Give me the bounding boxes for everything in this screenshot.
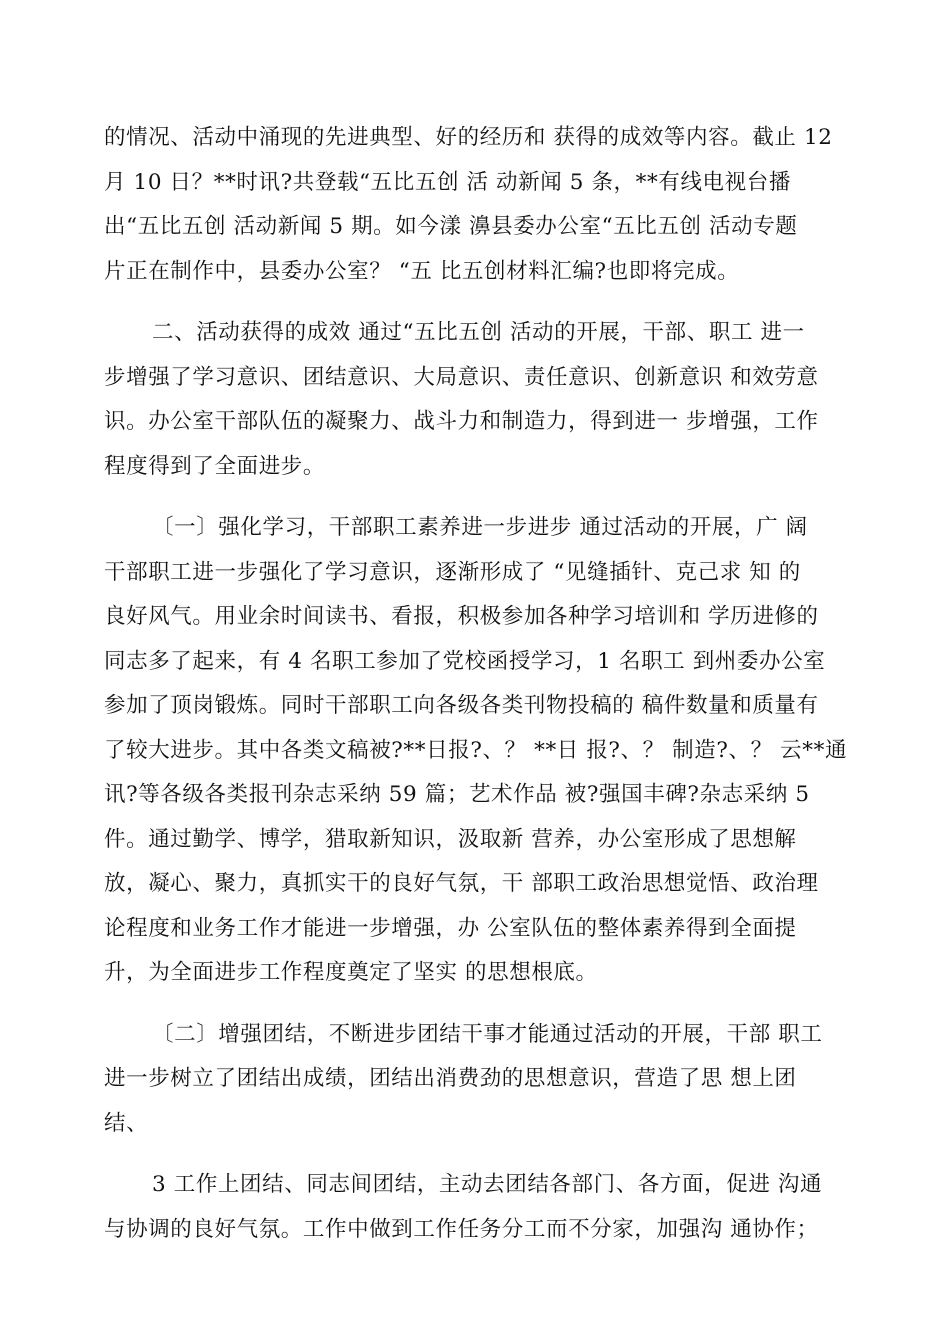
text-line: 与协调的良好气氛。工作中做到工作任务分工而不分家，加强沟 通协作； (104, 1216, 819, 1242)
text-line: 参加了顶岗锻炼。同时干部职工向各级各类刊物投稿的 稿件数量和质量有 (104, 693, 819, 718)
text-line: 〔二〕增强团结，不断进步团结干事才能通过活动的开展，干部 职工 (152, 1021, 823, 1047)
text-line: 放，凝心、聚力，真抓实干的良好气氛，干 部职工政治思想觉悟、政治理 (104, 871, 819, 896)
paragraph-strengthen-learning (104, 506, 848, 996)
text-line: 进一步树立了团结出成绩，团结出消费劲的思想意识，营造了思 想上团 (104, 1066, 797, 1091)
text-line: 〔一〕强化学习，干部职工素养进一步进步 通过活动的开展，广 阔 (152, 515, 808, 540)
text-line: 论程度和业务工作才能进一步增强，办 公室队伍的整体素养得到全面提 (104, 915, 797, 941)
text-line: 同志多了起来，有 4 名职工参加了党校函授学习，1 名职工 到州委办公室 (104, 648, 826, 674)
text-line: 步增强了学习意识、团结意识、大局意识、责任意识、创新意识 和效劳意 (104, 364, 819, 390)
text-line: 讯?等各级各类报刊杂志采纳 59 篇；艺术作品 被?强国丰碑?杂志采纳 5 (104, 782, 810, 807)
paragraph-strengthen-unity (104, 1013, 848, 1147)
text-line: 3 工作上团结、同志间团结，主动去团结各部门、各方面，促进 沟通 (152, 1172, 823, 1197)
text-line: 良好风气。用业余时间读书、看报，积极参加各种学习培训和 学历进修的 (104, 604, 819, 629)
text-line: 识。办公室干部队伍的凝聚力、战斗力和制造力，得到进一 步增强，工作 (104, 409, 819, 434)
text-line: 结、 (104, 1110, 149, 1136)
text-line: 二、活动获得的成效 通过“五比五创 活动的开展，干部、职工 进一 (152, 320, 805, 345)
text-line: 干部职工进一步强化了学习意识，逐渐形成了 “见缝插针、克己求 知 的 (104, 559, 801, 585)
text-line: 件。通过勤学、博学，猎取新知识，汲取新 营养，办公室形成了思想解 (104, 826, 797, 852)
document-page (104, 116, 848, 1269)
text-line: 的情况、活动中涌现的先进典型、好的经历和 获得的成效等内容。截止 12 (104, 125, 833, 150)
paragraph-section-two-results (104, 311, 848, 489)
text-line: 升，为全面进步工作程度奠定了坚实 的思想根底。 (104, 960, 598, 985)
text-line: 出“五比五创 活动新闻 5 期。如今漾 濞县委办公室“五比五创 活动专题 (104, 214, 798, 239)
text-line: 片正在制作中，县委办公室？ “五 比五创材料汇编?也即将完成。 (104, 258, 740, 284)
text-line: 月 10 日？**时讯?共登载“五比五创 活 动新闻 5 条，**有线电视台播 (104, 169, 791, 195)
paragraph-progress-report (104, 116, 848, 294)
text-line: 程度得到了全面进步。 (104, 453, 326, 479)
text-line: 了较大进步。其中各类文稿被?**日报?、？ **日 报?、？ 制造?、？ 云**通 (104, 737, 848, 763)
paragraph-work-unity (104, 1163, 848, 1252)
